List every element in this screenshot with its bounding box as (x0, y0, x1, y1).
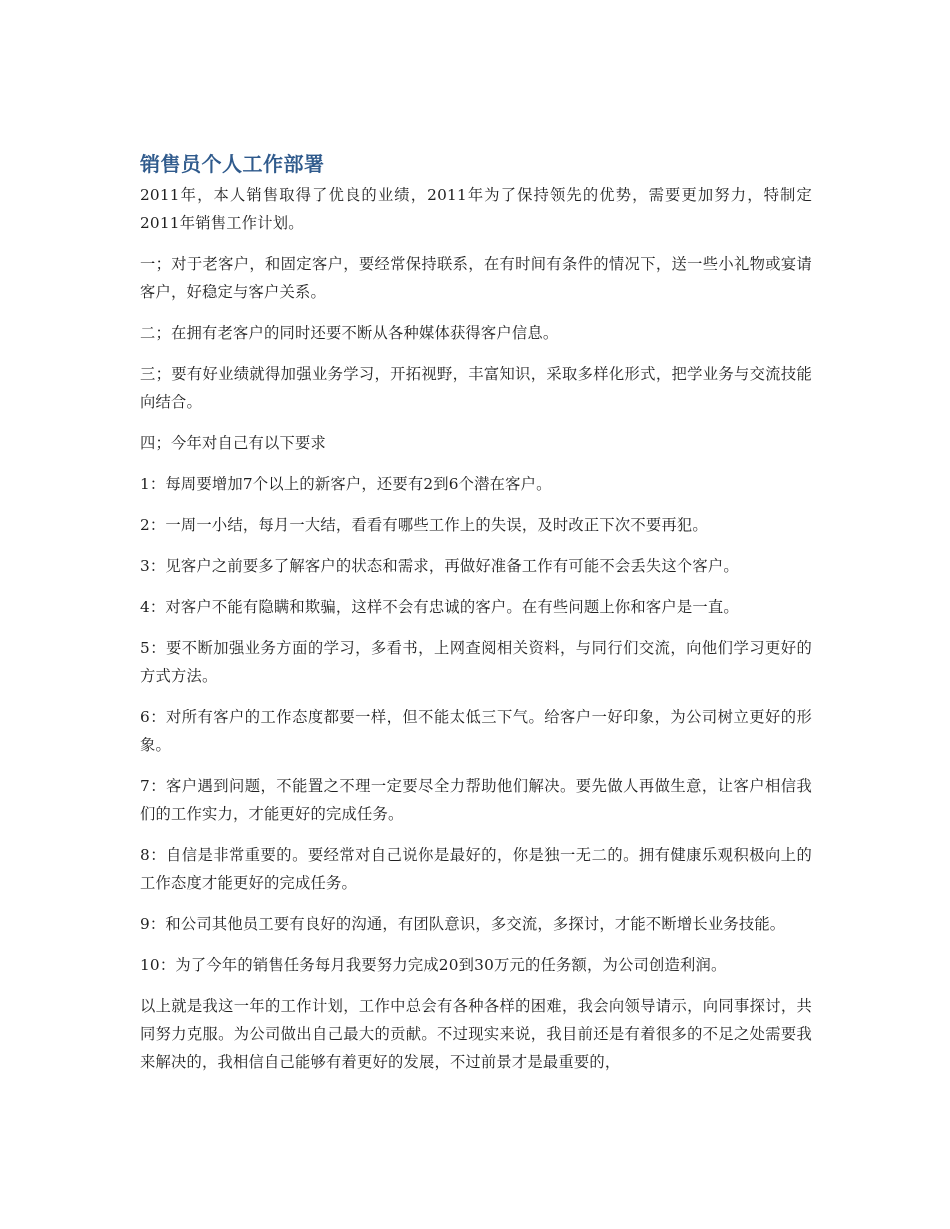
requirement-item-10: 10：为了今年的销售任务每月我要努力完成20到30万元的任务额，为公司创造利润。 (140, 956, 727, 974)
document-body (140, 150, 812, 1089)
requirement-item-3: 3：见客户之前要多了解客户的状态和需求，再做好准备工作有可能不会丢失这个客户。 (140, 557, 739, 575)
document-title: 销售员个人工作部署 (140, 152, 325, 176)
requirement-item-6: 6：对所有客户的工作态度都要一样，但不能太低三下气。给客户一好印象，为公司树立更好的形象。 (140, 708, 812, 754)
requirement-item-9: 9：和公司其他员工要有良好的沟通，有团队意识，多交流，多探讨，才能不断增长业务技能。 (140, 915, 786, 933)
closing-paragraph: 以上就是我这一年的工作计划，工作中总会有各种各样的困难，我会向领导请示，向同事探讨，共同努力克服。为公司做出自己最大的贡献。不过现实来说，我目前还是有着很多的不足之处需要我来解决的，我相信自己能够有着更好的发展，不过前景才是最重要的， (140, 997, 812, 1071)
intro-paragraph: 2011年，本人销售取得了优良的业绩，2011年为了保持领先的优势，需要更加努力，特制定2011年销售工作计划。 (140, 186, 812, 232)
requirement-item-8: 8：自信是非常重要的。要经常对自己说你是最好的，你是独一无二的。拥有健康乐观积极向上的工作态度才能更好的完成任务。 (140, 846, 812, 892)
requirement-item-5: 5：要不断加强业务方面的学习，多看书，上网查阅相关资料，与同行们交流，向他们学习更好的方式方法。 (140, 639, 812, 685)
paragraph-item-2: 二；在拥有老客户的同时还要不断从各种媒体获得客户信息。 (140, 324, 559, 342)
requirement-item-7: 7：客户遇到问题，不能置之不理一定要尽全力帮助他们解决。要先做人再做生意，让客户相信我们的工作实力，才能更好的完成任务。 (140, 777, 812, 823)
paragraph-item-4: 四；今年对自己有以下要求 (140, 434, 326, 452)
requirement-item-2: 2：一周一小结，每月一大结，看看有哪些工作上的失误，及时改正下次不要再犯。 (140, 516, 708, 534)
requirement-item-1: 1：每周要增加7个以上的新客户，还要有2到6个潜在客户。 (140, 475, 552, 493)
requirement-item-4: 4：对客户不能有隐瞒和欺骗，这样不会有忠诚的客户。在有些问题上你和客户是一直。 (140, 598, 739, 616)
paragraph-item-3: 三；要有好业绩就得加强业务学习，开拓视野，丰富知识，采取多样化形式，把学业务与交流技能向结合。 (140, 365, 812, 411)
paragraph-item-1: 一；对于老客户，和固定客户，要经常保持联系，在有时间有条件的情况下，送一些小礼物或宴请客户，好稳定与客户关系。 (140, 255, 812, 301)
